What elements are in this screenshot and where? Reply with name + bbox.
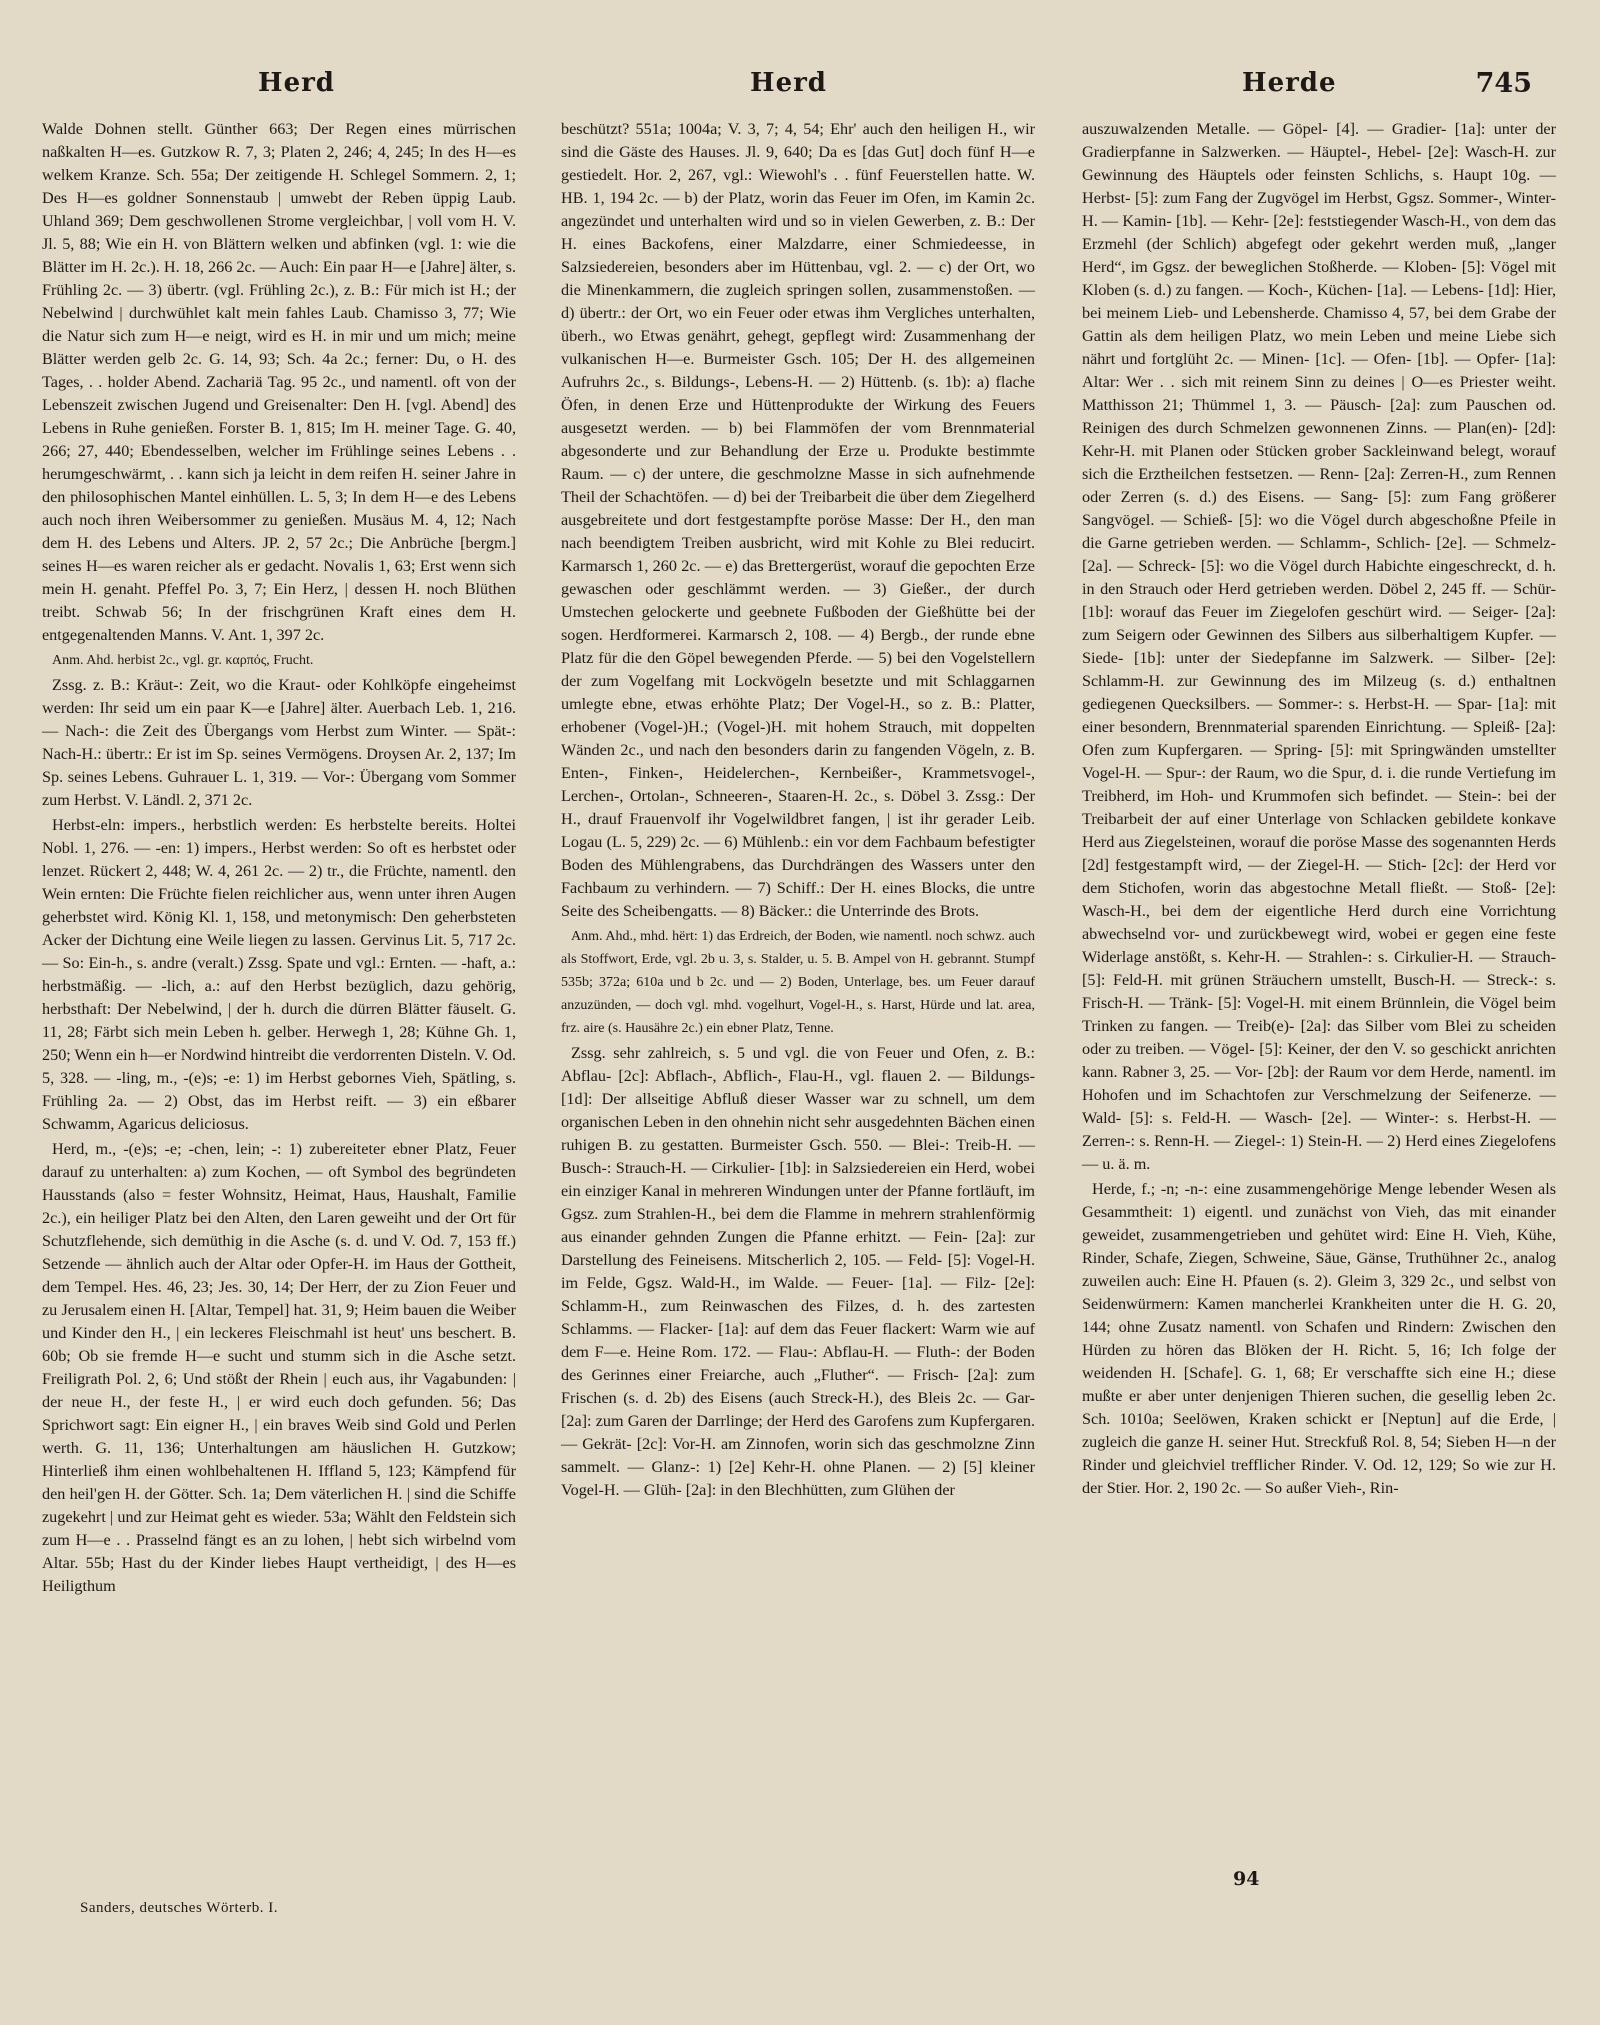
entry-herbsteln: Herbst-eln: impers., herbstlich werden: Es herbstelte bereits. Holtei Nobl. 1, 276. — -en: 1) impers., Herbst werden: So oft es herbstet oder lenzet. Rückert 2, 448; W. 4, 261 2c. — 2) tr., die Früchte, namentl. den Wein ernten: Die Früchte fielen reichlicher aus, wenn unter ihren Augen geherbstet wird. König Kl. 1, 158, und metonymisch: Den geherbsteten Acker der Dichtung eine Weile liegen zu lassen. Gervinus Lit. 5, 717 2c. — So: Ein-h., s. andre (veralt.) Zssg. Spate und vgl.: Ernten. — -haft, a.: herbstmäßig. — -lich, a.: auf den Herbst bezüglich, dazu gehörig, herbsthaft: Der Nebelwind, | der h. durch die dürren Blätter fäuselt. G. 11, 28; Färbt sich mein Leben h. gelber. Herwegh 1, 28; Kühne Gh. 1, 250; Wenn ein h—er Nordwind hintreibt die verdorrenten Disteln. V. Od. 5, 328. — -ling, m., -(e)s; -e: 1) im Herbst gebornes Vieh, Spätling, s. Frühling 2a. — 2) Obst, das im Herbst reift. — 3) ein eßbarer Schwamm, Agaricus deliciosus. — [42, 816, 516, 1133]
annotation-paragraph: Anm. Ahd. herbist 2c., vgl. gr. καρπός, Frucht. — [52, 653, 314, 668]
entry-herde: Herde, f.; -n; -n-: eine zusammengehörige Menge lebender Wesen als Gesammtheit: 1) eigentl. und zunächst von Vieh, das mit einander geweidet, zusammengetrieben und gehütet wird: Eine H. Vieh, Kühe, Rinder, Schafe, Ziegen, Schweine, Säue, Gänse, Truthühner 2c., analog zuweilen auch: Eine H. Pfauen (s. 2). Gleim 3, 329 2c., und selbst von Seidenwürmern: Kamen mancherlei Krankheiten unter die H. G. 20, 144; ohne Zusatz namentl. von Schafen und Rindern: Zwischen den Hürden zu hören das Blöken der H. Richt. 5, 16; Ich folge der weidenden H. [Schafe]. G. 1, 68; Er verschaffte sich eine H.; diese mußte er aber unter denjenigen Thieren suchen, die gesellig leben 2c. Sch. 1010a; Seelöwen, Kraken schickt er [Neptun] auf die Erde, | zugleich die ganze H. seiner Hut. Streckfuß Rol. 8, 54; Sieben H—n der Rinder und gleichviel trefflicher Rinder. V. Od. 12, 129; So wie zur H. der Stier. Hor. 2, 190 2c. — So außer Vieh-, Rin- — [1082, 1180, 1556, 1497]
running-head-left: Herd — [258, 68, 335, 98]
compounds-continued: auszuwalzenden Metalle. — Göpel- [4]. — Gradier- [1a]: unter der Gradierpfanne in Salzwerken. — Häuptel-, Hebel- [2e]: Wasch-H. zur Gewinnung des Häuptels oder feinsten Schlichs, s. Haupt 10g. — Herbst- [5]: zum Fang der Zugvögel im Herbst, Ggsz. Sommer-, Winter-H. — Kamin- [1b]. — Kehr- [2e]: feststiegender Wasch-H., von dem das Erzmehl (der Schlich) abgefegt oder gekehrt werden muß, „langer Herd“, im Ggsz. der beweglichen Stoßherde. — Kloben- [5]: Vögel mit Kloben (s. d.) zu fangen. — Koch-, Küchen- [1a]. — Lebens- [1d]: Hier, bei meinem Lieb- und Lebensherde. Chamisso 4, 57, bei dem Grabe der Gattin als dem heiligen Platz, wo mein Leben und meine Liebe sich nährt und fortglüht 2c. — Minen- [1c]. — Ofen- [1b]. — Opfer- [1a]: Altar: Wer . . sich mit reinem Sinn zu deines | O—es Priester weiht. Matthisson 21; Thümmel 1, 3. — Päusch- [2a]: zum Pauschen od. Reinigen des durch Schmelzen gewonnenen Zinns. — Plan(en)- [2d]: Kehr-H. mit Planen oder Stücken grober Sackleinwand belegt, worauf sich die Erztheilchen festsetzen. — Renn- [2a]: Zerren-H., zum Rennen oder Zerren (s. d.) des Eisens. — Sang- [5]: zum Fang größerer Sangvögel. — Schieß- [5]: wo die Vögel durch abgeschoßne Pfeile in die Garne getrieben werden. — Schlamm-, Schlich- [2e]. — Schmelz- [2a]. — Schreck- [5]: wo die Vögel durch Habichte eingeschreckt, d. h. in den Strauch oder Herd getrieben werden. Döbel 2, 245 ff. — Schür- [1b]: worauf das Feuer im Ziegelofen geschürt wird. — Seiger- [2a]: zum Seigern oder Gewinnen des Silbers aus silberhaltigem Kupfer. — Siede- [1b]: unter der Siedepfanne im Salzwerk. — Silber- [2e]: Schlamm-H. zur Gewinnung des im Milzeug (s. d.) enthaltnen gediegenen Quecksilbers. — Sommer-: s. Herbst-H. — Spar- [1a]: mit einer besondern, Brennmaterial sparenden Einrichtung. — Spleiß- [2a]: Ofen zum Kupfergaren. — Spring- [5]: mit Springwänden umstellter Vogel-H. — Spur-: der Raum, wo die Spur, d. i. die runde Vertiefung im Treibherd, im Hoh- und Krummofen sich befindet. — Stein-: bei der Treibarbeit der auf einer Unterlage von Schlacken gebildete konkave Herd aus Ziegelsteinen, worauf die poröse Masse des sogenannten Herds [2d] festgestampft wird, — der Ziegel-H. — Stich- [2c]: der Herd vor dem Stichofen, worin das abgestochne Metall fließt. — Stoß- [2e]: Wasch-H., bei dem der eigentliche Herd durch eine Vorrichtung abwechselnd vor- und zurückbewegt wird, wobei er gegen eine feste Widerlage anstößt, s. Kehr-H. — Strahlen-: s. Cirkulier-H. — Strauch- [5]: Feld-H. mit grünen Sträuchern umstellt, Busch-H. — Streck-: s. Frisch-H. — Tränk- [5]: Vogel-H. mit einem Brünnlein, die Vögel beim Trinken zu fangen. — Treib(e)- [2a]: das Silber vom Blei zu scheiden oder zu treiben. — Vögel- [5]: Keiner, der den V. so geschickt anrichten kann. Rabner 3, 25. — Vor- [2b]: der Raum vor dem Herde, namentl. im Hohofen und im Schachtofen zur Verschmelzung der Seifenerze. — Wald- [5]: s. Feld-H. — Wasch- [2e]. — Winter-: s. Herbst-H. — Zerren-: s. Renn-H. — Ziegel-: 1) Stein-H. — 2) Herd eines Ziegelofens — u. ä. m. — [1082, 120, 1556, 1173]
compounds-paragraph: Zssg. sehr zahlreich, s. 5 und vgl. die von Feuer und Ofen, z. B.: Abflau- [2c]: Abflach-, Abflich-, Flau-H., vgl. flauen 2. — Bildungs- [1d]: Der allseitige Abfluß dieser Wasser war zu schnell, um dem organischen Leben in den ohnehin nicht sehr ausgedehnten Bächen einen ruhigen B. zu gestatten. Burmeister Gsch. 550. — Blei-: Treib-H. — Busch-: Strauch-H. — Cirkulier- [1b]: in Salzsiedereien ein Herd, wobei ein einziger Kanal in mehreren Windungen unter der Pfanne fortläuft, im Ggsz. zum Strahlen-H., bei dem die Flamme in mehrern strahlenförmig aus einander gehnden Zungen die Pfanne erhitzt. — Fein- [2a]: zur Darstellung des Feineisens. Mitscherlich 2, 105. — Feld- [5]: Vogel-H. im Felde, Ggsz. Wald-H., im Walde. — Feuer- [1a]. — Filz- [2e]: Schlamm-H., zum Reinwaschen des Filzes, d. h. des zartesten Schlamms. — Flacker- [1a]: auf dem das Feuer flackert: Warm wie auf dem F—e. Heine Rom. 172. — Flau-: Abflau-H. — Fluth-: der Boden des Gerinnes einer Freiarche, auch „Fluther“. — Frisch- [2a]: zum Frischen (s. d. 2b) des Eisens (auch Streck-H.), des Bleis 2c. — Gar- [2a]: zum Garen der Darrlinge; der Herd des Garofens zum Kupfergaren. — Gekrät- [2c]: Vor-H. am Zinnofen, worin sich das geschmolzne Zinn sammelt. — Glanz-: 1) [2e] Kehr-H. ohne Planen. — 2) [5] kleiner Vogel-H. — Glüh- [2a]: in den Blechhütten, zum Glühen der — [561, 1044, 1035, 1499]
running-head-right: Herde — [1242, 68, 1337, 98]
running-head-middle: Herd — [750, 68, 827, 98]
text-column-1 — [42, 118, 516, 1600]
annotation-paragraph: Anm. Ahd., mhd. hërt: 1) das Erdreich, der Boden, wie namentl. noch schwz. auch als Stoffwort, Erde, vgl. 2b u. 3, s. Stalder, u. 5. B. Ampel von H. gebrannt. Stumpf 535b; 372a; 610a und b 2c. und — 2) Boden, Unterlage, bes. um Feuer darauf anzuzünden, — doch vgl. mhd. vogelhurt, Vogel-H., s. Harst, Hürde und lat. area, frz. aire (s. Hausähre 2c.) ein ebner Platz, Tenne. — [561, 929, 1035, 1036]
imprint-line: Sanders, deutsches Wörterb. I. — [80, 1900, 279, 1916]
page-header — [40, 68, 1560, 104]
entry-paragraph: beschützt? 551a; 1004a; V. 3, 7; 4, 54; Ehr' auch den heiligen H., wir sind die Gäste des Hauses. Jl. 9, 640; Da es [das Gut] doch fünf H—e gestiedelt. Hor. 2, 267, vgl.: Wiewohl's . . fünf Feuerstellen hatte. W. HB. 1, 194 2c. — b) der Platz, worin das Feuer im Ofen, im Kamin 2c. angezündet und unterhalten wird und so in vielen Gewerben, z. B.: Der H. eines Backofens, einer Malzdarre, einer Schmiedeesse, in Salzsiedereien, besonders aber im Hüttenbau, vgl. 2. — c) der Ort, wo die Minenkammern, die zugleich springen sollen, zusammenstoßen. — d) übertr.: der Ort, wo ein Feuer oder etwas ihm Vergliches unterhalten, überh., wo Etwas genährt, gehegt, gepflegt wird: Zusammenhang der vulkanischen H—e. Burmeister Gsch. 105; Der H. des allgemeinen Aufruhrs 2c., s. Bildungs-, Lebens-H. — 2) Hüttenb. (s. 1b): a) flache Öfen, in denen Erze und Hüttenprodukte der Wirkung des Feuers ausgesetzt werden. — b) bei Flammöfen der vom Brennmaterial abgesonderte und zur Behandlung der Erze u. Produkte bestimmte Raum. — c) der untere, die geschmolzne Masse in sich aufnehmende Theil der Schachtöfen. — d) bei der Treibarbeit die über dem Ziegelherd ausgebreitete und dort festgestampfte poröse Masse: Der H., den man nach beendigtem Treiben ausbricht, wird mit Kohle zu Blei reducirt. Karmarsch 1, 260 2c. — e) das Brettergerüst, worauf die gepochten Erze gewaschen oder geschlämmt werden. — 3) Gießer., der durch Umstechen gelockerte und geebnete Fußboden der Gießhütte bei der sogen. Herdformerei. Karmarsch 2, 108. — 4) Bergb., der runde ebne Platz für die den Göpel bewegenden Pferde. — 5) bei den Vogelstellern der zum Vogelfang mit Lockvögeln besetzte und mit Schlaggarnen umlegte ebne, etwas erhöhte Platz; Der Vogel-H., so z. B.: Platter, erhobener (Vogel-)H.; (Vogel-)H. mit hohem Strauch, mit doppelten Wänden 2c., und nach den besonders darin zu fangenden Vögeln, z. B. Enten-, Finken-, Heidelerchen-, Kernbeißer-, Krammetsvogel-, Lerchen-, Ortolan-, Schneeren-, Staaren-H. 2c., s. Döbel 3. Zssg.: Der H., drauf Frauenvolf ihr Vogelwildbret fangen, | ist ihr gerader Leib. Logau (L. 5, 229) 2c. — 6) Mühlenb.: ein vor dem Fachbaum befestigter Boden des Mühlengrabens, das Durchdrängen des Wassers unter den Fachbaum zu verhindern. — 7) Schiff.: Der H. eines Blocks, die untre Seite des Scheibengatts. — 8) Bäcker.: die Unterrinde des Brots. — [561, 120, 1035, 920]
compounds-paragraph: Zssg. z. B.: Kräut-: Zeit, wo die Kraut- oder Kohlköpfe eingeheimst werden: Ihr seid um ein paar K—e [Jahre] älter. Auerbach Leb. 1, 216. — Nach-: die Zeit des Übergangs vom Herbst zum Winter. — Spät-: Nach-H.: übertr.: Er ist im Sp. seines Vermögens. Droysen Ar. 2, 137; Im Sp. seines Lebens. Guhrauer L. 1, 319. — Vor-: Übergang vom Sommer zum Herbst. V. Ländl. 2, 371 2c. — [42, 676, 516, 809]
signature-mark: 94 — [1233, 1868, 1260, 1890]
entry-paragraph: Walde Dohnen stellt. Günther 663; Der Regen eines mürrischen naßkalten H—es. Gutzkow R. 7, 3; Platen 2, 246; 4, 245; In des H—es welkem Kranze. Sch. 55a; Der zeitigende H. Schlegel Sommern. 2, 1; Des H—es goldner Sonnenstaub | umwebt der Reben üppig Laub. Uhland 369; Dem geschwollenen Strome vergleichbar, | voll vom H. V. Jl. 5, 88; Wie ein H. von Blättern welken und abfinken (vgl. 1: wie die Blätter im H. 2c.). H. 18, 266 2c. — Auch: Ein paar H—e [Jahre] älter, s. Frühling 2c. — 3) übertr. (vgl. Frühling 2c.), z. B.: Für mich ist H.; der Nebelwind | durchwühlet kalt mein fahles Laub. Chamisso 3, 77; Wie die Natur sich zum H—e neigt, wird es H. in mir und um mich; meine Blätter werden gelb 2c. G. 14, 93; Sch. 4a 2c.; ferner: Du, o H. des Tages, . . holder Abend. Zachariä Tag. 95 2c., und namentl. oft von der Lebenszeit zwischen Jugend und Greisenalter: Den H. [vgl. Abend] des Lebens in Ruhe genießen. Forster B. 1, 815; Im H. meiner Tage. G. 40, 266; 27, 440; Ebendesselben, welcher im Frühlinge seines Lebens . . herumgeschwärmt, . . kann sich ja leicht in dem reifen H. seiner Jahre in den philosophischen Mantel einhüllen. L. 5, 3; In dem H—e des Lebens auch noch ihren Weibersommer zu genießen. Musäus M. 4, 12; Nach dem H. des Lebens und Alters. JP. 2, 57 2c.; Die Anbrüche [bergm.] seines H—es waren reicher als er gedacht. Novalis 1, 63; Erst wenn sich mein H. genaht. Pfeffel Po. 3, 7; Ein Herz, | dessen H. noch Blüthen treibt. Schwab 56; In der frischgrünen Kraft eines dem H. entgegenaltenden Manns. V. Ant. 1, 397 2c. — [42, 120, 516, 644]
entry-herd: Herd, m., -(e)s; -e; -chen, lein; -: 1) zubereiteter ebner Platz, Feuer darauf zu unterhalten: a) zum Kochen, — oft Symbol des begründeten Hausstands (also = fester Wohnsitz, Heimat, Haus, Haushalt, Familie 2c.), ein heiliger Platz bei den Alten, den Laren geweiht und der Ort für Schutzflehende, sich demüthig in die Asche (s. d. und V. Od. 7, 153 ff.) Setzende — ähnlich auch der Altar oder Opfer-H. im Haus der Gottheit, dem Tempel. Hes. 46, 23; Jes. 30, 14; Der Herr, der zu Zion Feuer und zu Jerusalem einen H. [Altar, Tempel] hat. 31, 9; Heim bauen die Weiber und Kinder den H., | ein leckeres Fleischmahl ist heut' uns beschert. B. 60b; Ob sie fremde H—e sucht und stumm sich in die Asche setzt. Freiligrath Pol. 2, 6; Und stößt der Rhein | euch aus, ihr Vagabunden: | der neue H., der feste H., | er wird euch doch gefunden. 56; Das Sprichwort sagt: Ein eigner H., | ein braves Weib sind Gold und Perlen werth. G. 11, 136; Unterhaltungen am häuslichen H. Gutzkow; Hinterließ ihm einen wohlbehaltenen H. Iffland 5, 123; Kämpfend für den heil'gen H. der Götter. Sch. 1a; Dem väterlichen H. | sind die Schiffe zugekehrt | und zur Heimat geht es wieder. 53a; Wählt den Feldstein sich zum H—e . . Prasselnd fängt es an zu lohen, | hebt sich wirbelnd vom Altar. 55b; Hast du der Kinder liebes Haupt vertheidigt, | des H—es Heiligthum — [42, 1140, 516, 1595]
page-number: 745 — [1475, 68, 1532, 99]
text-column-2 — [561, 118, 1035, 1504]
text-column-3 — [1082, 118, 1556, 1502]
